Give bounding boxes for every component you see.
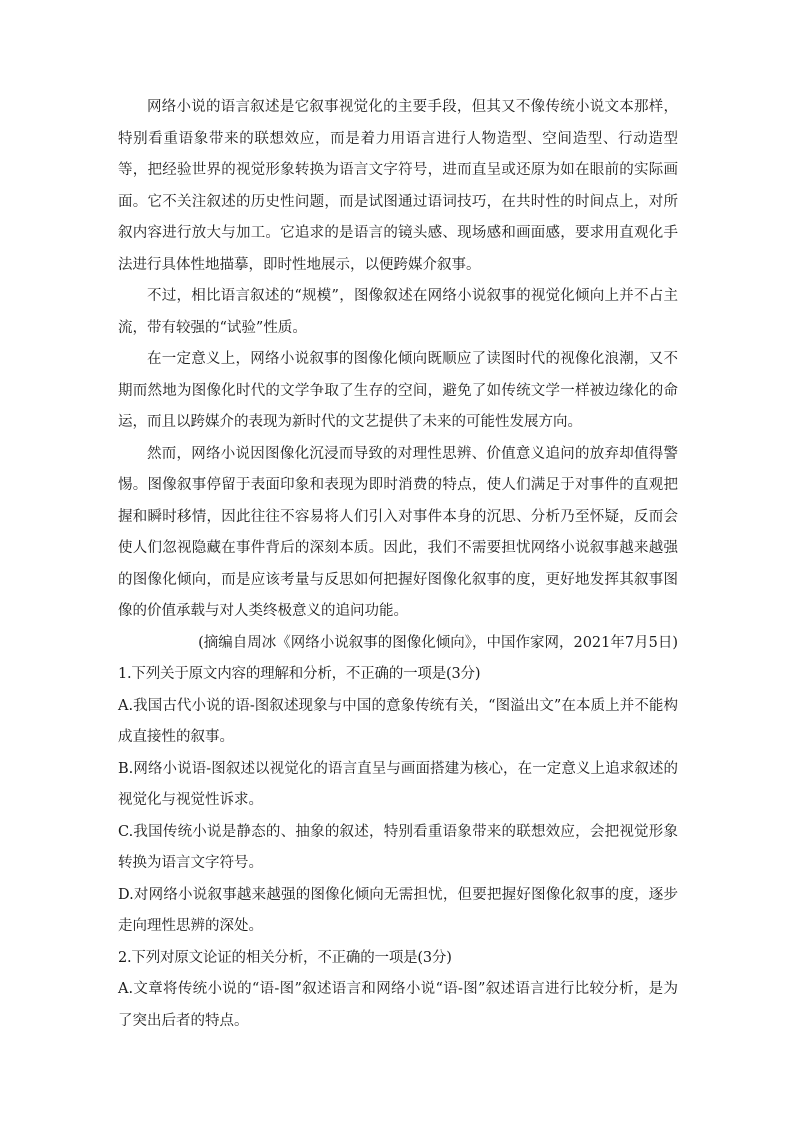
question-1-option-b: B.网络小说语-图叙述以视觉化的语言直呈与画面搭建为核心，在一定意义上追求叙述的视觉化与视觉性诉求。 <box>118 760 678 808</box>
question-1-option-c: C.我国传统小说是静态的、抽象的叙述，特别看重语象带来的联想效应，会把视觉形象转换为语言文字符号。 <box>118 823 678 871</box>
question-1-option-a: A.我国古代小说的语-图叙述现象与中国的意象传统有关，“图溢出文”在本质上并不能构成直接性的叙事。 <box>118 697 678 745</box>
question-2-option-a: A.文章将传统小说的“语-图”叙述语言和网络小说“语-图”叙述语言进行比较分析，是为了突出后者的特点。 <box>118 981 678 1029</box>
question-1-option-d: D.对网络小说叙事越来越强的图像化倾向无需担忧，但要把握好图像化叙事的度，逐步走向理性思辨的深处。 <box>118 886 678 934</box>
document-page <box>118 92 678 1037</box>
paragraph-4: 然而，网络小说因图像化沉浸而导致的对理性思辨、价值意义追问的放弃却值得警惕。图像叙事停留于表面印象和表现为即时消费的特点，使人们满足于对事件的直观把握和瞬时移情，因此往往不容易将人们引入对事件本身的沉思、分析乃至怀疑，反而会使人们忽视隐藏在事件背后的深刻本质。因此，我们不需要担忧网络小说叙事越来越强的图像化倾向，而是应该考量与反思如何把握好图像化叙事的度，更好地发挥其叙事图像的价值承载与对人类终极意义的追问功能。 <box>118 445 678 619</box>
paragraph-3: 在一定意义上，网络小说叙事的图像化倾向既顺应了读图时代的视像化浪潮，又不期而然地为图像化时代的文学争取了生存的空间，避免了如传统文学一样被边缘化的命运，而且以跨媒介的表现为新时代的文艺提供了未来的可能性发展方向。 <box>118 351 678 430</box>
source-citation: (摘编自周冰《网络小说叙事的图像化倾向》，中国作家网，2021年7月5日) <box>198 634 678 651</box>
paragraph-2: 不过，相比语言叙述的“规模”，图像叙述在网络小说叙事的视觉化倾向上并不占主流，带有较强的“试验”性质。 <box>118 288 678 336</box>
question-1-stem: 1.下列关于原文内容的理解和分析，不正确的一项是(3分) <box>118 666 481 682</box>
paragraph-1: 网络小说的语言叙述是它叙事视觉化的主要手段，但其又不像传统小说文本那样，特别看重语象带来的联想效应，而是着力用语言进行人物造型、空间造型、行动造型等，把经验世界的视觉形象转换为语言文字符号，进而直呈或还原为如在眼前的实际画面。它不关注叙述的历史性问题，而是试图通过语词技巧，在共时性的时间点上，对所叙内容进行放大与加工。它追求的是语言的镜头感、现场感和画面感，要求用直观化手法进行具体性地描摹，即时性地展示，以便跨媒介叙事。 <box>118 99 678 273</box>
question-2-stem: 2.下列对原文论证的相关分析，不正确的一项是(3分) <box>118 949 452 966</box>
